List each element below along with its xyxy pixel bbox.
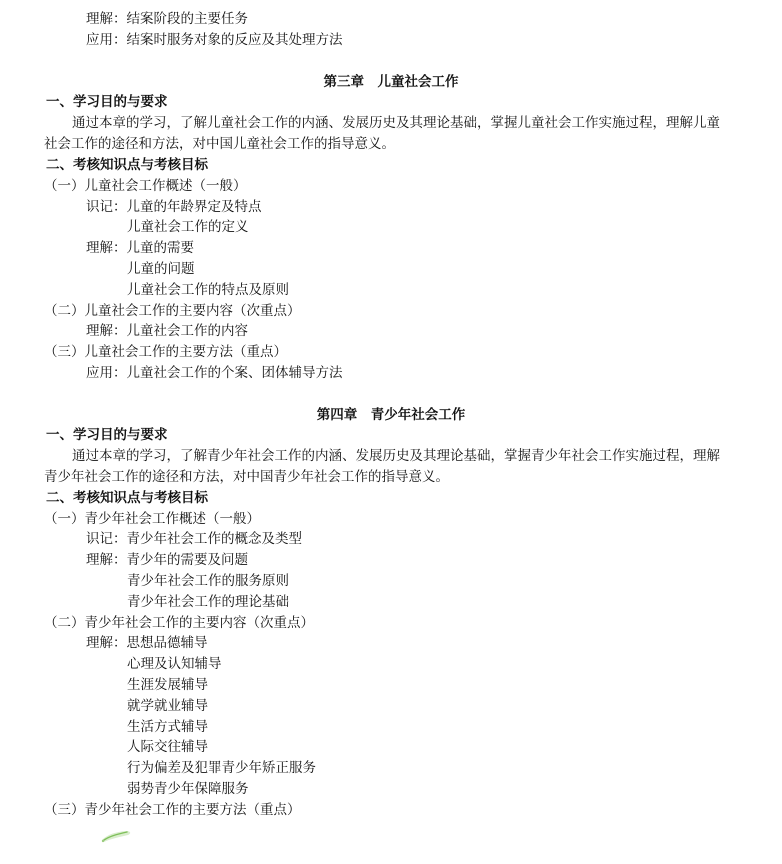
line-understand-closing-tasks: 理解：结案阶段的主要任务 xyxy=(86,11,248,27)
ch3-item-1: （一）儿童社会工作概述（一般） xyxy=(44,178,247,194)
ch3-item-1-recall: 识记：儿童的年龄界定及特点 xyxy=(86,199,262,215)
ch4-item-1: （一）青少年社会工作概述（一般） xyxy=(44,511,260,527)
ch3-item-1-understand: 理解：儿童的需要 xyxy=(86,240,194,256)
ch4-item-2-correction: 行为偏差及犯罪青少年矫正服务 xyxy=(127,760,316,776)
ch4-item-2-interpersonal: 人际交往辅导 xyxy=(127,739,208,755)
ch4-item-2-cognitive: 心理及认知辅导 xyxy=(127,656,222,672)
ch4-item-1-understand: 理解：青少年的需要及问题 xyxy=(86,552,248,568)
ch3-item-1-problems: 儿童的问题 xyxy=(127,261,195,277)
ch4-item-1-theory-basis: 青少年社会工作的理论基础 xyxy=(127,594,289,610)
ch3-section-knowledge-points: 二、考核知识点与考核目标 xyxy=(46,157,208,173)
ch3-paragraph-line-2: 社会工作的途径和方法，对中国儿童社会工作的指导意义。 xyxy=(44,136,395,152)
ch4-section-objectives: 一、学习目的与要求 xyxy=(46,427,168,443)
ch4-paragraph-line-2: 青少年社会工作的途径和方法，对中国青少年社会工作的指导意义。 xyxy=(44,469,449,485)
pen-brush-icon xyxy=(100,828,134,844)
ch4-item-1-service-principles: 青少年社会工作的服务原则 xyxy=(127,573,289,589)
ch3-item-2-understand: 理解：儿童社会工作的内容 xyxy=(86,323,248,339)
chapter-3-title: 第三章 儿童社会工作 xyxy=(323,74,459,90)
ch3-item-3: （三）儿童社会工作的主要方法（重点） xyxy=(44,344,287,360)
ch4-paragraph-line-1: 通过本章的学习，了解青少年社会工作的内涵、发展历史及其理论基础，掌握青少年社会工作实施过程，理解 xyxy=(72,448,720,464)
ch3-item-2: （二）儿童社会工作的主要内容（次重点） xyxy=(44,303,301,319)
ch4-item-2-lifestyle: 生活方式辅导 xyxy=(127,719,208,735)
ch3-item-1-principles: 儿童社会工作的特点及原则 xyxy=(127,282,289,298)
ch4-item-3: （三）青少年社会工作的主要方法（重点） xyxy=(44,802,301,818)
ch3-paragraph-line-1: 通过本章的学习，了解儿童社会工作的内涵、发展历史及其理论基础，掌握儿童社会工作实施过程，理解儿童 xyxy=(72,115,720,131)
ch3-section-objectives: 一、学习目的与要求 xyxy=(46,94,168,110)
ch4-item-2: （二）青少年社会工作的主要内容（次重点） xyxy=(44,615,314,631)
ch3-item-3-apply: 应用：儿童社会工作的个案、团体辅导方法 xyxy=(86,365,343,381)
ch4-item-1-recall: 识记：青少年社会工作的概念及类型 xyxy=(86,531,302,547)
ch4-item-2-vulnerable: 弱势青少年保障服务 xyxy=(127,781,249,797)
ch4-section-knowledge-points: 二、考核知识点与考核目标 xyxy=(46,490,208,506)
ch4-item-2-employment: 就学就业辅导 xyxy=(127,698,208,714)
line-apply-closing-reactions: 应用：结案时服务对象的反应及其处理方法 xyxy=(86,32,343,48)
ch4-item-2-moral: 理解：思想品德辅导 xyxy=(86,635,208,651)
ch4-item-2-career: 生涯发展辅导 xyxy=(127,677,208,693)
chapter-4-title: 第四章 青少年社会工作 xyxy=(316,407,466,423)
ch3-item-1-definition: 儿童社会工作的定义 xyxy=(127,219,249,235)
